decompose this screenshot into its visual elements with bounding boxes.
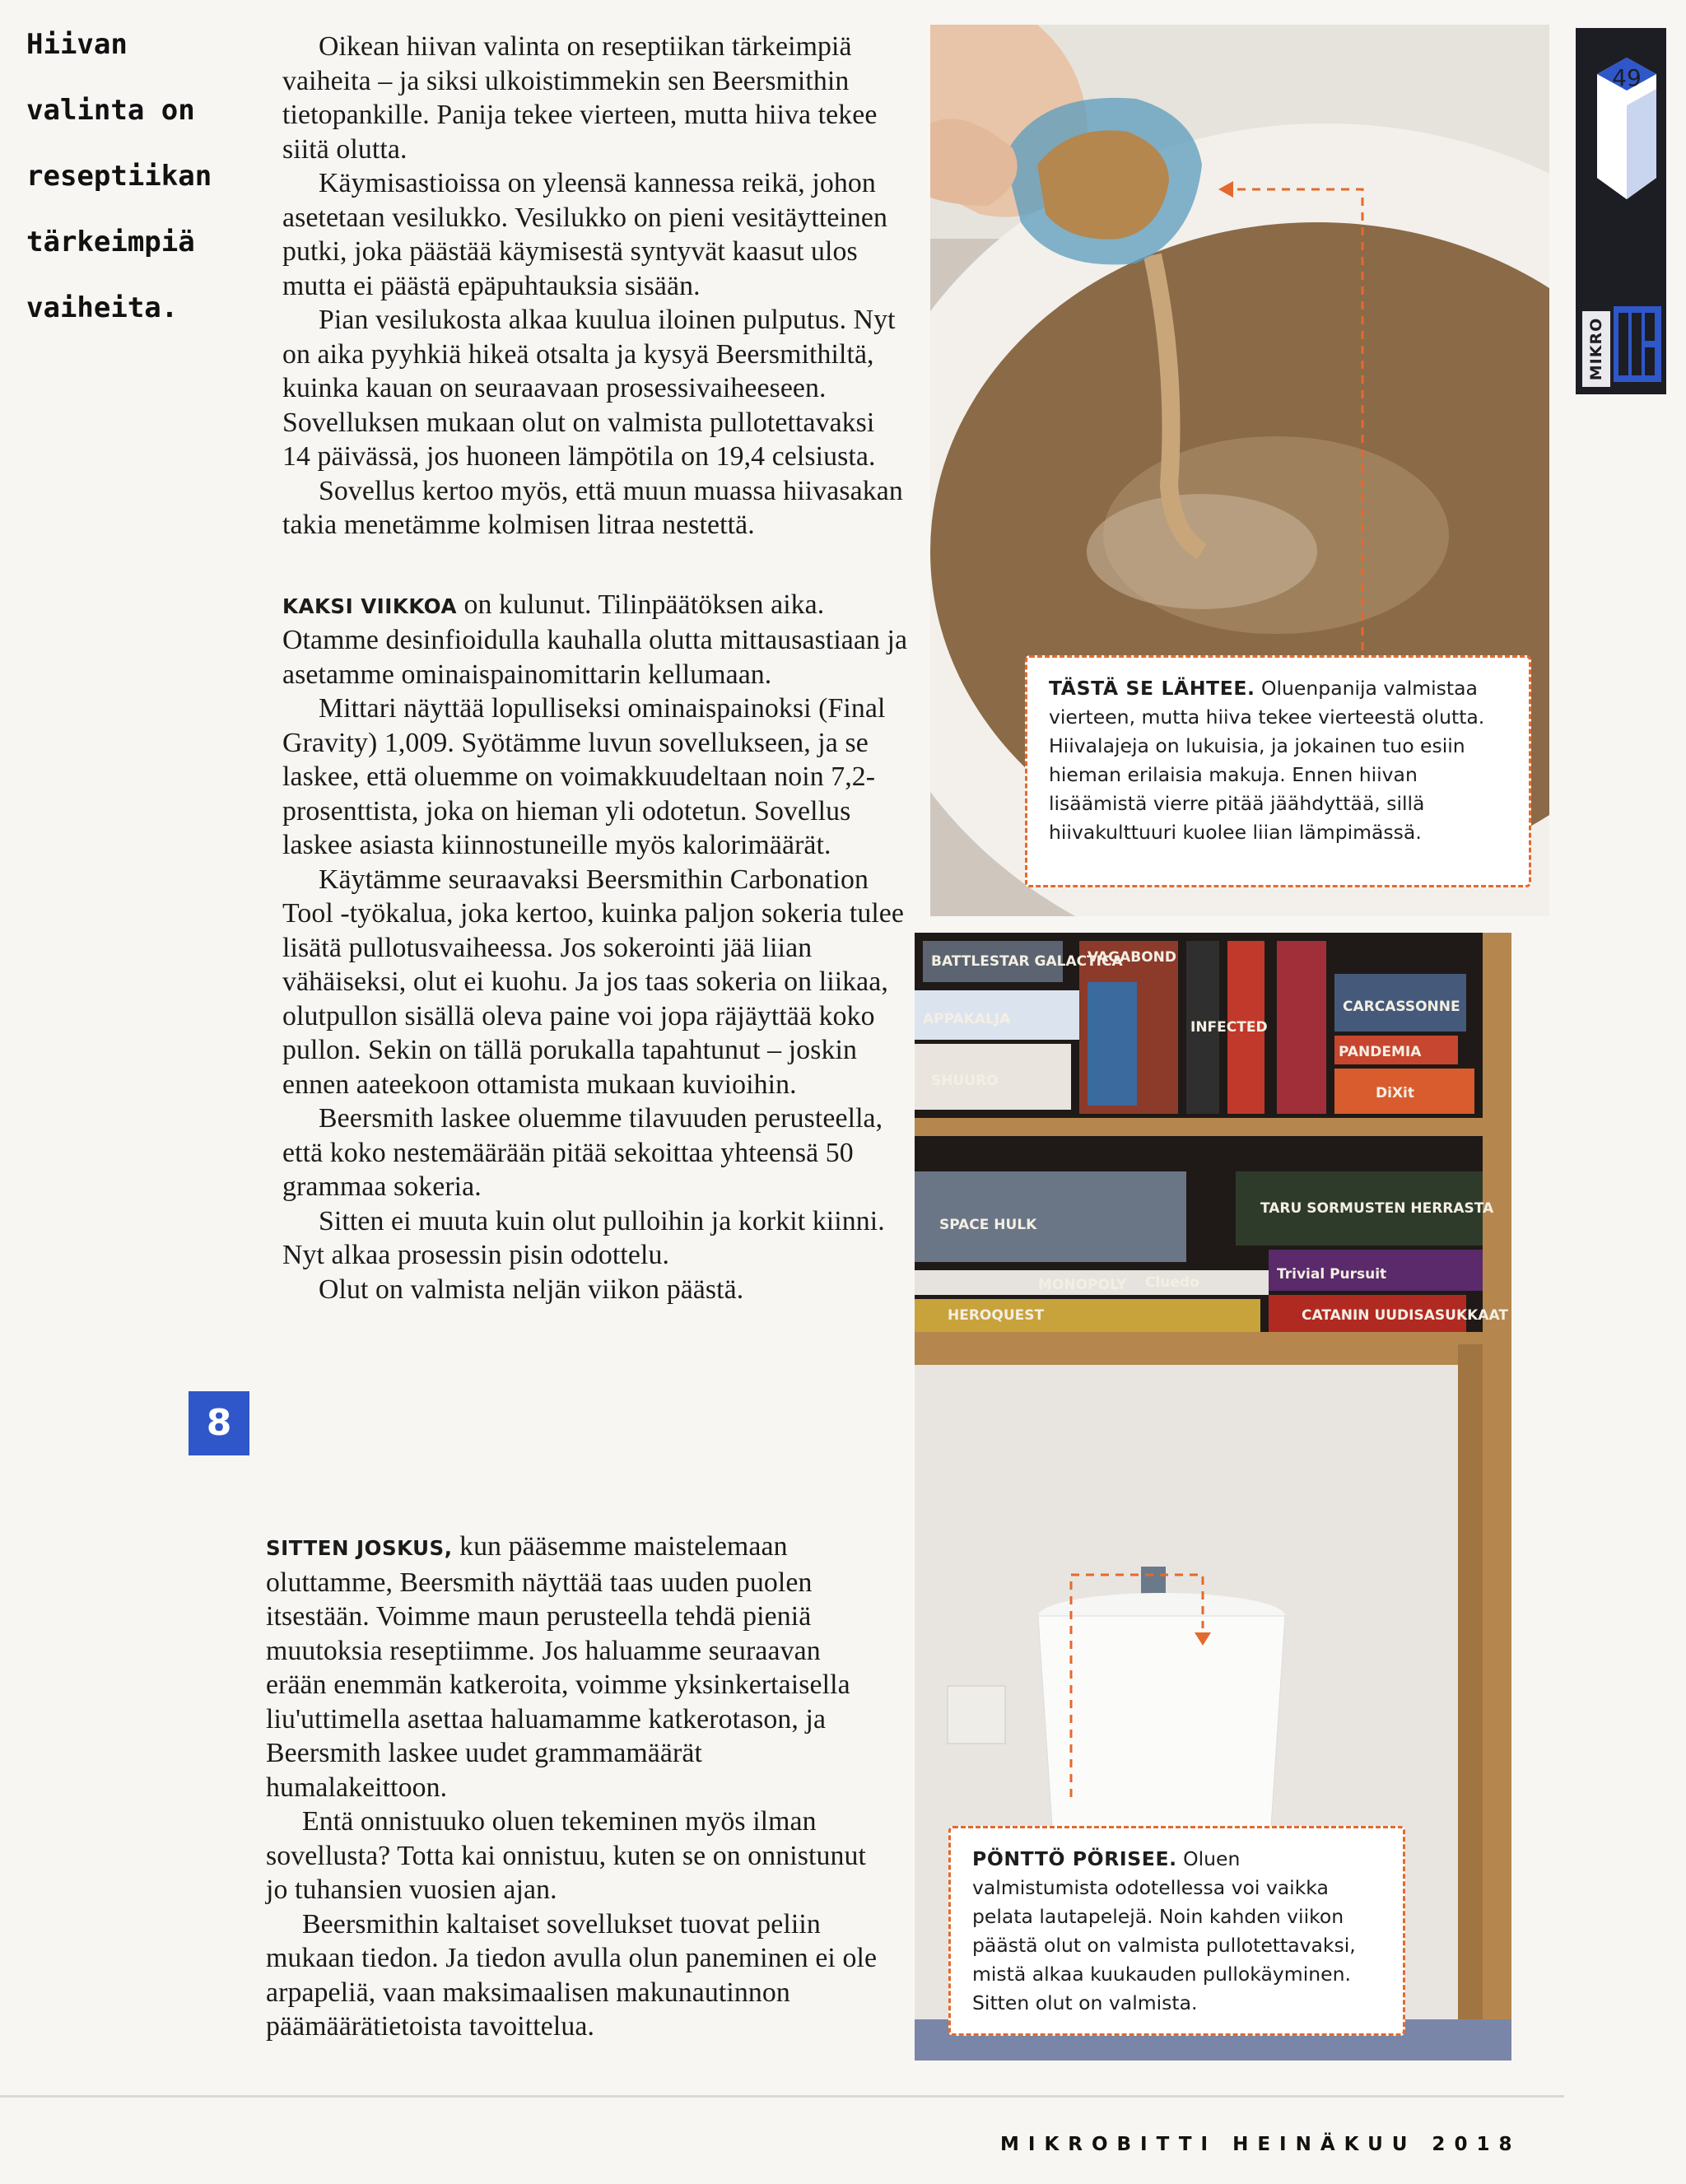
paragraph-text: Oikean hiivan valinta on reseptiikan tärkeimpiä vaiheita – ja siksi ulkoistimmekin sen Beersmithin tietopankille. Panija tekee vierteen, mutta hiiva tekee siitä olutta. (282, 31, 878, 165)
pull-quote-line: reseptiikan (26, 160, 212, 193)
magazine-footer: MIKROBITTI HEINÄKUU 2018 (1000, 2134, 1521, 2155)
body-paragraph (266, 1530, 879, 1804)
game-box-label: Trivial Pursuit (1277, 1266, 1387, 1283)
game-box-label: MONOPOLY (1038, 1277, 1127, 1293)
paragraph-text: Sovellus kertoo myös, että muun muassa hiivasakan takia menetämme kolmisen litraa nestettä. (282, 475, 903, 540)
game-box-label: SPACE HULK (939, 1217, 1037, 1233)
paragraph-text: Käymisastioissa on yleensä kannessa reikä, johon asetetaan vesilukko. Vesilukko on pieni vesitäytteinen putki, joka päästää käymisestä syntyvät kaasut ulos mutta ei päästä epäpuhtauksia sisään. (282, 168, 888, 301)
body-paragraph (282, 166, 908, 303)
page-number-hex (1594, 54, 1660, 203)
article-column-main (282, 30, 908, 1306)
body-paragraph (282, 1273, 908, 1307)
game-box-label: CATANIN UUDISASUKKAAT (1302, 1307, 1508, 1324)
paragraph-text: Olut on valmista neljän viikon päästä. (319, 1274, 744, 1305)
pull-quote-line: Hiivan (26, 28, 128, 61)
game-box-label: APPAKALJA (923, 1011, 1011, 1027)
game-box-label: CARCASSONNE (1343, 999, 1460, 1015)
body-paragraph (282, 303, 908, 474)
game-box-label: TARU SORMUSTEN HERRASTA (1260, 1200, 1494, 1217)
photo-caption-1: TÄSTÄ SE LÄHTEE. Oluenpanija valmistaa vierteen, mutta hiiva tekee vierteestä olutta. Hiivalajeja on lukuisia, ja jokainen tuo esiin hieman erilaisia makuja. Ennen hiivan lisäämistä vierre pitää jäähdyttää, sillä hiivakulttuuri kuolee liian lämpimässä. (1025, 655, 1531, 887)
body-paragraph (282, 692, 908, 863)
paragraph-text: Sitten ei muuta kuin olut pulloihin ja korkit kiinni. Nyt alkaa prosessin pisin odottelu. (282, 1205, 885, 1270)
footer-rule (0, 2095, 1564, 2098)
body-paragraph (282, 30, 908, 166)
game-box-label: DiXit (1376, 1085, 1414, 1101)
page-number: 49 (1612, 64, 1642, 91)
body-paragraph (282, 474, 908, 543)
game-box-label: VAGABOND (1088, 949, 1177, 966)
section-kicker: KAKSI VIIKKOA (282, 594, 457, 618)
pull-quote-line: valinta on (26, 94, 195, 127)
paragraph-text: on kulunut. Tilinpäätöksen aika. Otamme desinfioidulla kauhalla olutta mittausastiaan ja asetamme ominaispainomittarin kellumaan. (282, 589, 908, 690)
game-box-label: INFECTED (1190, 1019, 1268, 1036)
paragraph-text: Entä onnistuuko oluen tekeminen myös ilman sovellusta? Totta kai onnistuu, kuten se on onnistunut jo tuhansien vuosien ajan. (266, 1806, 866, 1905)
section-tab-icon (1614, 306, 1661, 382)
paragraph-text: Beersmithin kaltaiset sovellukset tuovat peliin mukaan tiedon. Ja tiedon avulla olun paneminen ei ole arpapeliä, vaan maksimaalisen makunautinnon päämäärätietoista tavoittelua. (266, 1908, 878, 2042)
body-paragraph (282, 1204, 908, 1273)
body-paragraph (282, 863, 908, 1102)
game-box-label: Cluedo (1145, 1274, 1199, 1291)
section-tab-label: MIKRO (1582, 311, 1610, 387)
paragraph-text: Mittari näyttää lopulliseksi ominaispainoksi (Final Gravity) 1,009. Syötämme luvun sovellukseen, ja se laskee, että oluemme on voimakkuudeltaan noin 7,2-prosenttista, joka on hieman yli odotetun. Sovellus laskee asiasta kiinnostuneille myös kalorimäärät. (282, 693, 886, 860)
game-box-label: SHUURO (931, 1073, 999, 1089)
game-box-label: HEROQUEST (948, 1307, 1045, 1324)
pull-quote (26, 12, 265, 341)
section-kicker: SITTEN JOSKUS, (266, 1536, 453, 1560)
game-box-label: PANDEMIA (1339, 1044, 1422, 1060)
photo-caption-2: PÖNTTÖ PÖRISEE. Oluen valmistumista odotellessa voi vaikka pelata lautapelejä. Noin kahden viikon päästä olut on valmista pullotettavaksi, mistä alkaa kuukauden pullokäyminen. Sitten olut on valmista. (948, 1826, 1405, 2036)
pull-quote-line: vaiheita. (26, 291, 179, 324)
pull-quote-line: tärkeimpiä (26, 226, 195, 258)
body-paragraph (282, 588, 908, 692)
body-paragraph (266, 1804, 879, 1907)
paragraph-text: Beersmith laskee oluemme tilavuuden perusteella, että koko nestemäärään pitää sekoittaa yhteensä 50 grammaa sokeria. (282, 1103, 883, 1202)
article-column-lower (266, 1530, 879, 2044)
body-paragraph (282, 1101, 908, 1204)
paragraph-text: Käytämme seuraavaksi Beersmithin Carbonation Tool -työkalua, joka kertoo, kuinka paljon sokeria tulee lisätä pullotusvaiheessa. Jos sokerointi jää liian vähäiseksi, olut ei kuohu. Ja jos taas sokeria on liikaa, olutpullon sisällä oleva paine voi jopa räjäyttää koko pullon. Sekin on tällä porukalla tapahtunut – joskin ennen aateekoon ottamista mukaan kuvioihin. (282, 864, 905, 1100)
step-number-badge: 8 (189, 1391, 249, 1455)
body-paragraph (266, 1907, 879, 2044)
paragraph-text: kun pääsemme maistelemaan oluttamme, Beersmith näyttää taas uuden puolen itsestään. Voimme maun perusteella tehdä pieniä muutoksia reseptiimme. Jos haluamme seuraavan erään enemmän katkeroita, voimme yksinkertaisella liu'uttimella asettaa haluamamme katkerotason, ja Beersmith laskee uudet grammamäärät humalakeittoon. (266, 1531, 850, 1803)
paragraph-text: Pian vesilukosta alkaa kuulua iloinen pulputus. Nyt on aika pyyhkiä hikeä otsalta ja kysyä Beersmithiltä, kuinka kauan on seuraavaan prosessivaiheeseen. Sovelluksen mukaan olut on valmista pullotettavaksi 14 päivässä, jos huoneen lämpötila on 19,4 celsiusta. (282, 305, 896, 472)
game-box-label: BATTLESTAR GALACTICA (931, 953, 1123, 970)
